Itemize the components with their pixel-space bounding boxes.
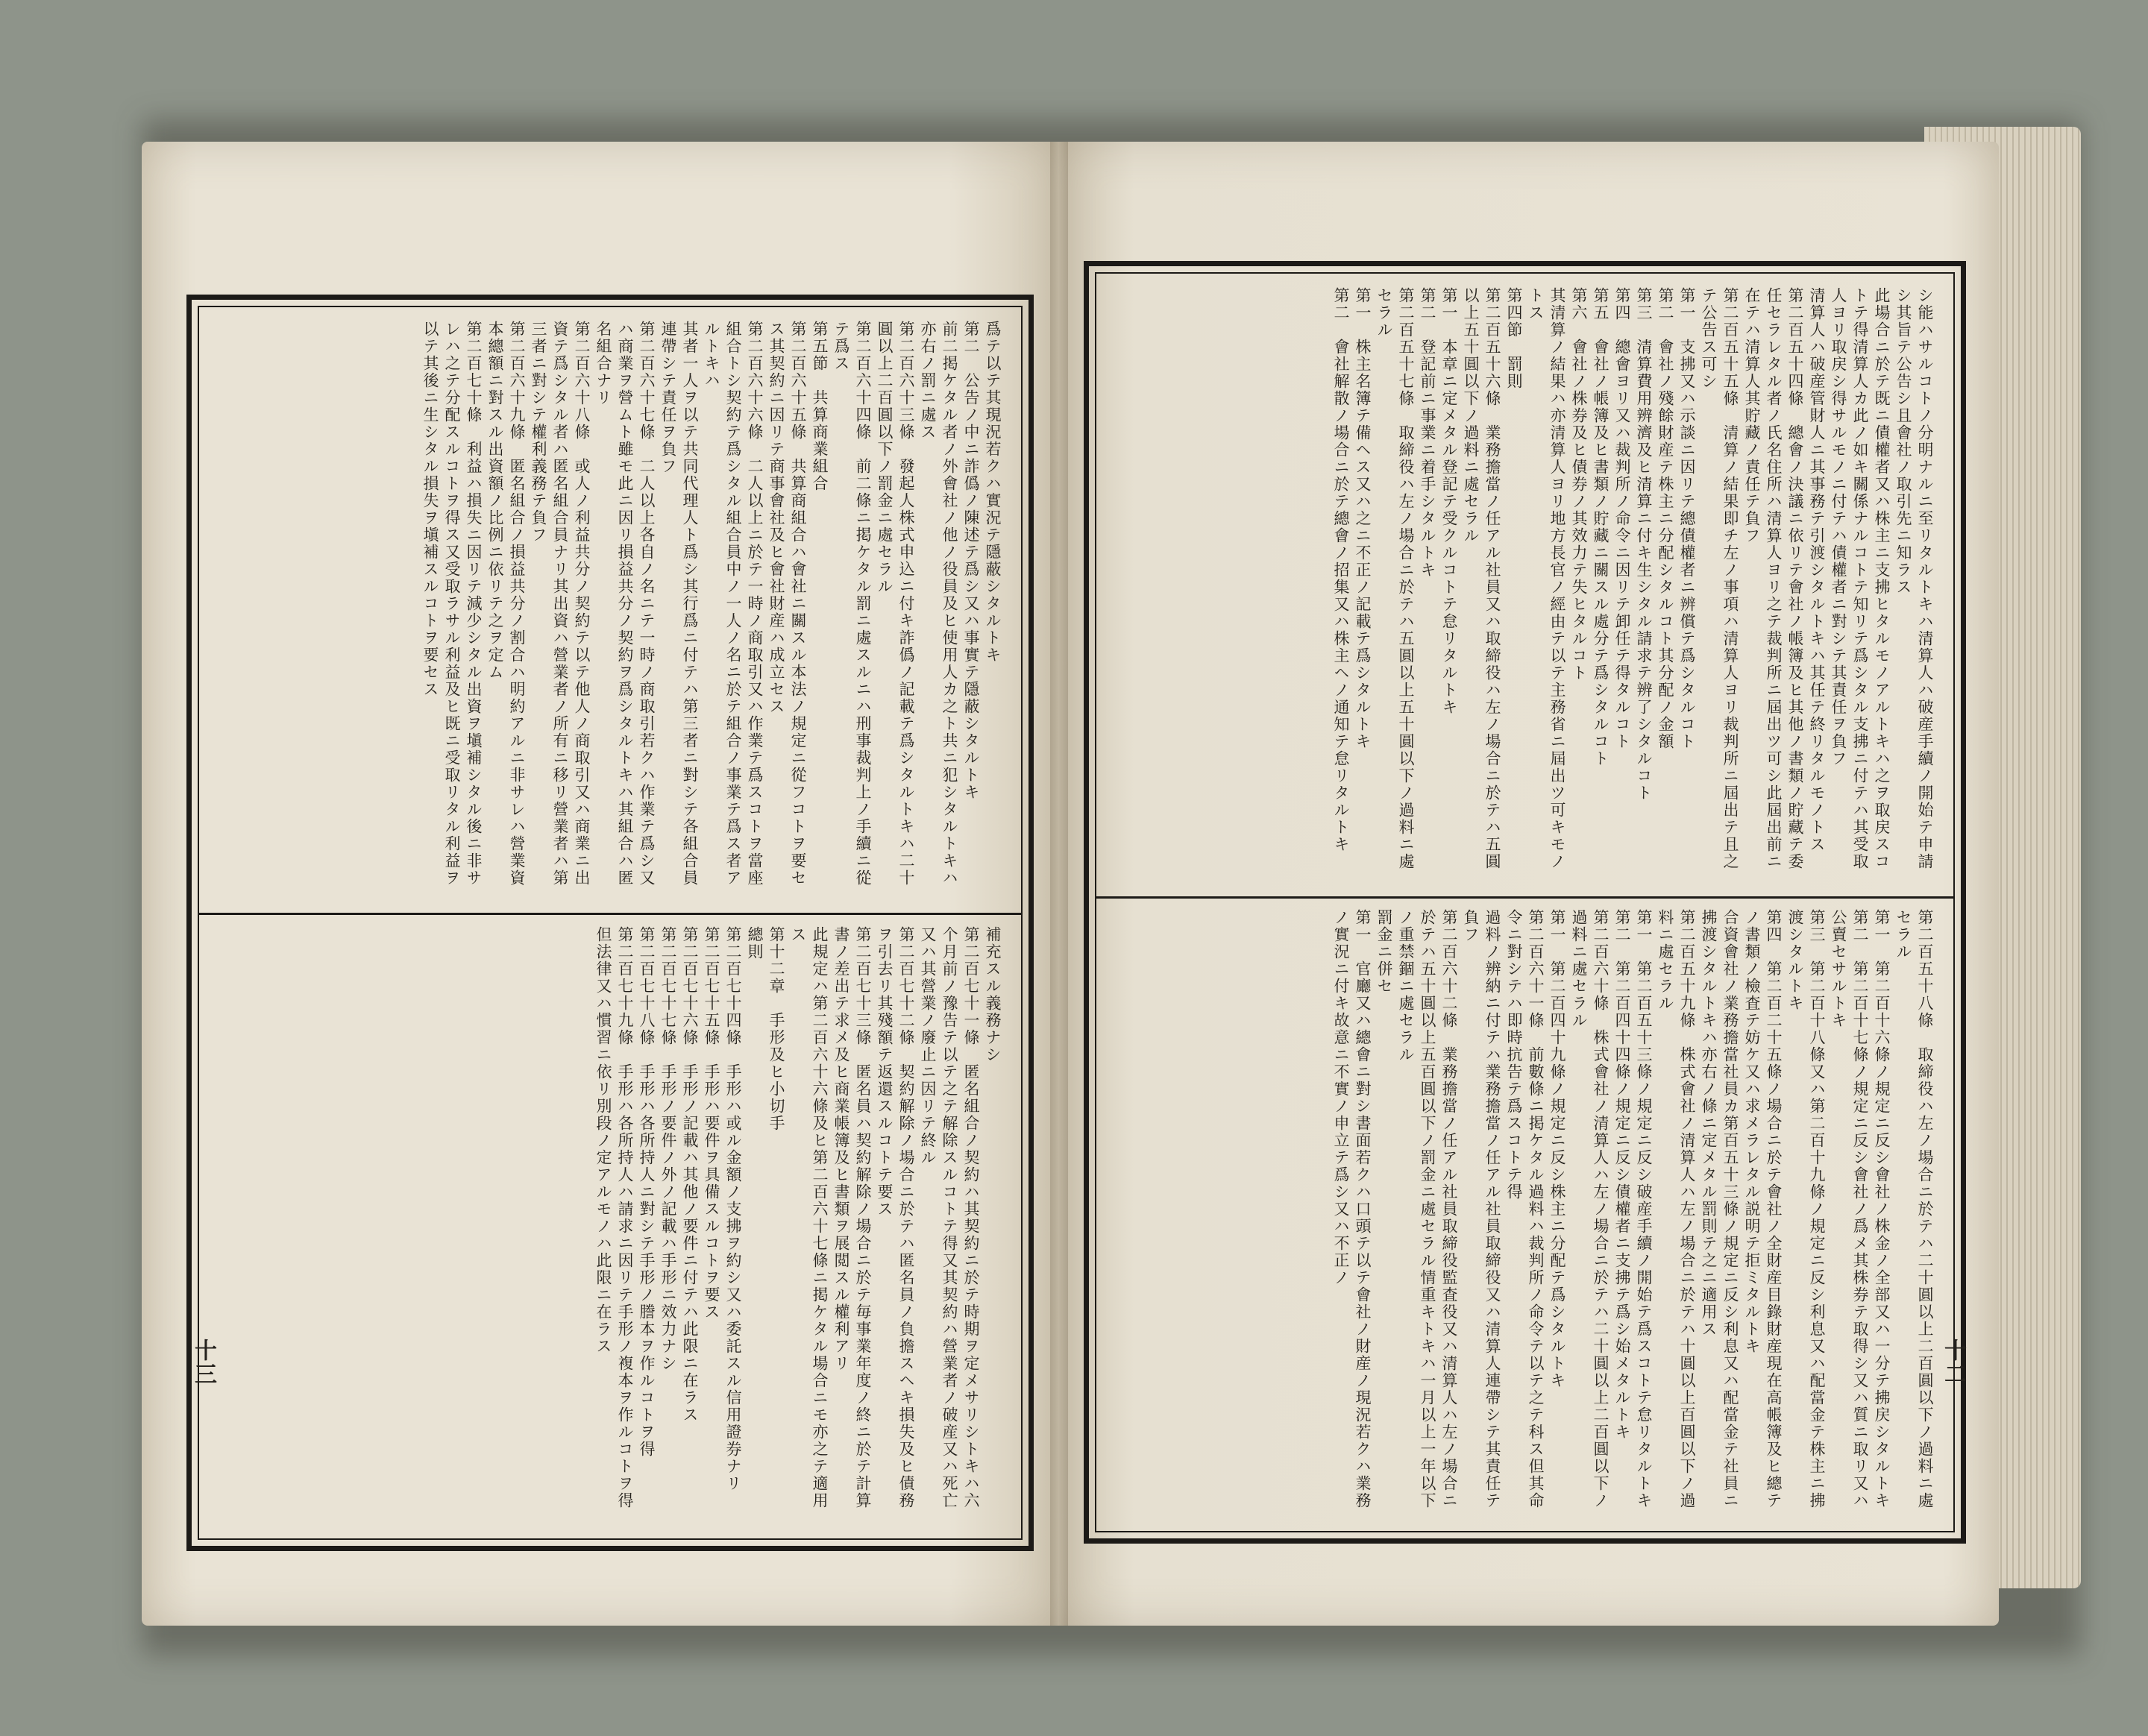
left-text-frame: [186, 295, 1034, 1551]
text-line: 第一 官廳又ハ總會ニ對シ書面若クハ口頭テ以テ會社ノ財産ノ現況若クハ業務ノ實況ニ付キ故意ニ不實ノ申立テ爲シ又ハ不正ノ: [1332, 909, 1372, 1509]
text-line: 第二百五十四條 總會ノ決議ニ依リテ會社ノ帳簿及ヒ其他ノ書類ノ貯藏テ委任セラレタル者ノ氏名住所ハ清算人ヨリ之テ裁判所ニ屆出ツ可シ此屆出前ニ在テハ清算人其貯藏ノ責任テ負フ: [1743, 287, 1804, 870]
text-line: 此規定ハ第二百六十六條及ヒ第二百六十七條ニ掲ケタル場合ニモ亦之テ適用ス: [789, 926, 829, 1509]
text-line: 合資會社ノ業務擔當社員カ第百五十三條ノ規定ニ反シ利息又ハ配當金テ社員ニ拂渡シタルトキハ亦右ノ條ニ定メタル罰則テ之ニ適用ス: [1700, 909, 1739, 1509]
text-line: 第二百七十二條 契約解除ノ場合ニ於テハ匿名員ノ負擔スヘキ損失及ヒ債務ヲ引去リ其殘額テ返還スルコトテ要ス: [876, 926, 915, 1509]
left-lower-text: [205, 926, 1003, 1523]
text-line: 第二百七十八條 手形ハ各所持人ニ對シテ手形ノ謄本ヲ作ルコトヲ得: [638, 926, 656, 1458]
text-line: 第二 第二百十七條ノ規定ニ反シ會社ノ爲メ其株券テ取得シ又ハ質ニ取リ又ハ公賣セサルトキ: [1830, 909, 1869, 1509]
text-line: 第二 登記前ニ事業ニ着手シタルトキ: [1419, 287, 1436, 579]
text-line: 罰金ニ併セ: [1375, 909, 1393, 995]
text-line: 第二百六十四條 前二條ニ掲ケタル罰ニ處スルニハ刑事裁判上ノ手續ニ從テ爲ス: [832, 321, 872, 887]
right-page-number: 十二: [1940, 1339, 1966, 1386]
left-section-divider: [199, 913, 1021, 915]
text-line: 第二百六十三條 發起人株式申込ニ付キ詐僞ノ記載テ爲シタルトキハ二十圓以上二百圓以下ノ罰金ニ處セラル: [876, 321, 915, 887]
text-line: 爲テ以テ其現況若クハ實況テ隱蔽シタルトキ: [984, 321, 1002, 664]
text-line: 過料ノ辨納ニ付テハ業務擔當ノ任アル社員取締役又ハ清算人連帶シテ其責任テ負フ: [1462, 909, 1501, 1509]
left-page-number: 十三: [190, 1339, 216, 1386]
text-line: 此場合ニ於テ既ニ債權者又ハ株主ニ支拂ヒタルモノアルトキハ之ヲ取戻スコトテ得清算人カ此ノ如キ關係ナルコトテ知リテ爲シタル支拂ニ付テハ其受取人ヨリ取戻シ得サルモノニ付テハ債權者ニ對シテ其責任ヲ負フ: [1830, 287, 1891, 870]
text-line: 第二百七十六條 手形ノ記載ハ其他ノ要件ニ付テハ此限ニ在ラス: [681, 926, 699, 1424]
right-section-divider: [1096, 896, 1953, 899]
text-line: 總則: [746, 926, 764, 960]
text-line: 第二百五十七條 取締役ハ左ノ場合ニ於テハ五圓以上五十圓以下ノ過料ニ處セラル: [1375, 287, 1415, 870]
text-line: 第二 會社ノ殘餘財産テ株主ニ分配シタルコト其分配ノ金額: [1656, 287, 1674, 750]
text-line: 第二百六十八條 或人ノ利益共分ノ契約テ以テ他人ノ商取引又ハ商業ニ出資テ爲シタル者ハ匿名組合員ナリ其出資ハ營業者ノ所有ニ移リ營業者ハ第三者ニ對シテ權利義務テ負フ: [530, 321, 591, 887]
text-line: 第二百七十條 利益ハ損失ニ因リテ減少シタル出資ヲ塡補シタル後ニ非サレハ之テ分配スルコトヲ得ス又受取ラサル利益及ヒ既ニ受取リタル利益ヲ以テ其後ニ生シタル損失ヲ塡補スルコトヲ要セス: [421, 321, 483, 887]
text-line: 第四 第二百二十五條ノ場合ニ於テ會社ノ全財産目錄財産現在高帳簿及ヒ總テノ書類ノ檢査テ妨ケ又ハ求メラレタル説明テ拒ミタルトキ: [1743, 909, 1783, 1509]
text-line: 第二百七十四條 手形ハ或ル金額ノ支拂ヲ約シ又ハ委託スル信用證券ナリ: [724, 926, 742, 1492]
text-line: 前二掲ケタル者ノ外會社ノ他ノ役員及ヒ使用人カ之ト共ニ犯シタルトキハ亦右ノ罰ニ處ス: [919, 321, 958, 887]
text-line: 第二百五十六條 業務擔當ノ任アル社員又ハ取締役ハ左ノ場合ニ於テハ五圓以上五十圓以下ノ過料ニ處セラル: [1462, 287, 1501, 870]
text-line: 第三 第二百十八條又ハ第二百十九條ノ規定ニ反シ利息又ハ配當金テ株主ニ拂渡シタルトキ: [1786, 909, 1826, 1509]
text-line: 第六 會社ノ株券及ヒ債券ノ其效力テ失ヒタルコト: [1570, 287, 1588, 682]
book-spine: [1050, 142, 1068, 1626]
text-line: 第二百六十九條 匿名組合ノ損益共分ノ割合ハ明約アルニ非サレハ營業資本總額ニ對スル出資額ノ比例ニ依リテ之ヲ定ム: [486, 321, 526, 887]
text-line: 第二百七十三條 匿名員ハ契約解除ノ場合ニ於テ毎事業年度ノ終ニ於テ計算書ノ差出テ求メ及ヒ商業帳簿及ヒ書類ヲ展閲スル權利アリ: [832, 926, 872, 1509]
text-line: 第二百五十五條 清算ノ結果即チ左ノ事項ハ清算人ヨリ裁判所ニ屆出テ且之テ公告ス可シ: [1700, 287, 1739, 870]
text-line: 第二百五十八條 取締役ハ左ノ場合ニ於テハ二十圓以上二百圓以下ノ過料ニ處セラル: [1894, 909, 1934, 1509]
text-line: 第二百六十二條 業務擔當ノ任アル社員取締役監査役又ハ清算人ハ左ノ場合ニ於テハ五十圓以上五百圓以下ノ罰金ニ處セラル情重キトキハ一月以上一年以下ノ重禁錮ニ處セラル: [1397, 909, 1458, 1509]
right-lower-text: [1108, 909, 1935, 1520]
text-line: 第一 第二百五十三條ノ規定ニ反シ破産手續ノ開始テ爲スコトテ怠リタルトキ: [1635, 909, 1653, 1509]
text-line: 第五節 共算商業組合: [811, 321, 829, 492]
text-line: 第一 株主名簿テ備ヘス又ハ之ニ不正ノ記載テ爲シタルトキ: [1354, 287, 1372, 750]
text-line: 第二 會社解散ノ場合ニ於テ總會ノ招集又ハ株主ヘノ通知テ怠リタルトキ: [1332, 287, 1350, 853]
text-line: 第三 清算費用辨濟及ヒ清算ニ付キ生シタル請求テ辨了シタルコト: [1635, 287, 1653, 802]
text-line: 第二百七十五條 手形ハ要件ヲ具備スルコトヲ要ス: [703, 926, 720, 1321]
text-line: 清算人ハ破産管財人ニ其事務テ引渡シタルトキハ其任テ終リタルモノトス: [1808, 287, 1826, 853]
text-line: 第二百七十九條 手形ハ各所持人ハ請求ニ因リテ手形ノ複本ヲ作ルコトヲ得但法律又ハ慣習ニ依リ別段ノ定アルモノハ此限ニ在ラス: [594, 926, 634, 1509]
text-line: 第二百六十七條 二人以上各自ノ名ニテ一時ノ商取引若クハ作業テ爲シ又ハ商業ヲ營ムト雖モ此ニ因リ損益共分ノ契約ヲ爲シタルトキハ其組合ハ匿名組合ナリ: [594, 321, 656, 887]
text-line: 第四節 罰則: [1505, 287, 1523, 390]
text-line: 第一 支拂又ハ示談ニ因リテ總債權者ニ辨償テ爲シタルコト: [1678, 287, 1696, 750]
text-line: 第一 第二百四十九條ノ規定ニ反シ株主ニ分配テ爲シタルトキ: [1548, 909, 1566, 1389]
text-line: 第四 總會ヨリ又ハ裁判所ノ命令ニ因リテ卸任テ得タルコト: [1613, 287, 1631, 750]
text-line: 第二百六十五條 共算商組合ハ會社ニ關スル本法ノ規定ニ從フコトヲ要セス其契約ニ因リテ商事會社及ヒ會社財産ハ成立セス: [767, 321, 807, 887]
text-line: 第一 本章ニ定メタル登記テ受クルコトテ怠リタルトキ: [1440, 287, 1458, 716]
text-line: 補充スル義務ナシ: [984, 926, 1002, 1063]
right-text-frame: [1084, 261, 1966, 1544]
text-line: 第二百六十條 株式會社ノ清算人ハ左ノ場合ニ於テハ二十圓以上二百圓以下ノ過料ニ處セラル: [1570, 909, 1610, 1509]
right-upper-text: [1108, 287, 1935, 884]
text-line: 第十二章 手形及ヒ小切手: [767, 926, 785, 1132]
text-line: 第二百七十一條 匿名組合ノ契約ハ其契約ニ於テ時期ヲ定メサリシトキハ六个月前ノ豫告テ以テ之テ解除スルコトテ得又其契約ハ營業者ノ破産又ハ死亡又ハ其營業ノ廢止ニ因リテ終ル: [919, 926, 980, 1509]
text-line: 第二 第二百四十四條ノ規定ニ反シ債權者ニ支拂テ爲シ始メタルトキ: [1613, 909, 1631, 1441]
text-line: 第五 會社ノ帳簿及ヒ書類ノ貯藏ニ關スル處分テ爲シタルコト: [1592, 287, 1610, 767]
left-upper-text: [205, 321, 1003, 902]
text-line: 第二百七十七條 手形ノ要件ノ外ノ記載ハ手形ニ效力ナシ: [659, 926, 677, 1372]
text-line: シ能ハサルコトノ分明ナルニ至リタルトキハ清算人ハ破産手續ノ開始テ申請シ其旨テ公告シ且會社ノ取引先ニ知ラス: [1894, 287, 1934, 870]
text-line: 其清算ノ結果ハ亦清算人ヨリ地方長官ノ經由テ以テ主務省ニ屆出ツ可キモノトス: [1527, 287, 1566, 870]
text-line: 其者一人ヲ以テ共同代理人ト爲シ其行爲ニ付テハ第三者ニ對シテ各組合員連帶シテ責任ヲ負フ: [659, 321, 699, 887]
text-line: 第二百五十九條 株式會社ノ清算人ハ左ノ場合ニ於テハ十圓以上百圓以下ノ過料ニ處セラル: [1656, 909, 1696, 1509]
text-line: 第二百六十六條 二人以上ニ於テ一時ノ商取引又ハ作業テ爲スコトヲ當座組合トシ契約テ爲シタル組合員中ノ一人ノ名ニ於テ組合ノ事業テ爲ス者アルトキハ: [703, 321, 764, 887]
text-line: 第二 公告ノ中ニ詐僞ノ陳述テ爲シ又ハ事實テ隱蔽シタルトキ: [962, 321, 980, 801]
text-line: 第一 第二百十六條ノ規定ニ反シ會社ノ株金ノ全部又ハ一分テ拂戻シタルトキ: [1873, 909, 1891, 1509]
text-line: 第二百六十一條 前數條ニ掲ケタル過料ハ裁判所ノ命令テ以テ之テ科ス但其命令ニ對シテハ即時抗告テ爲スコトテ得: [1505, 909, 1545, 1509]
